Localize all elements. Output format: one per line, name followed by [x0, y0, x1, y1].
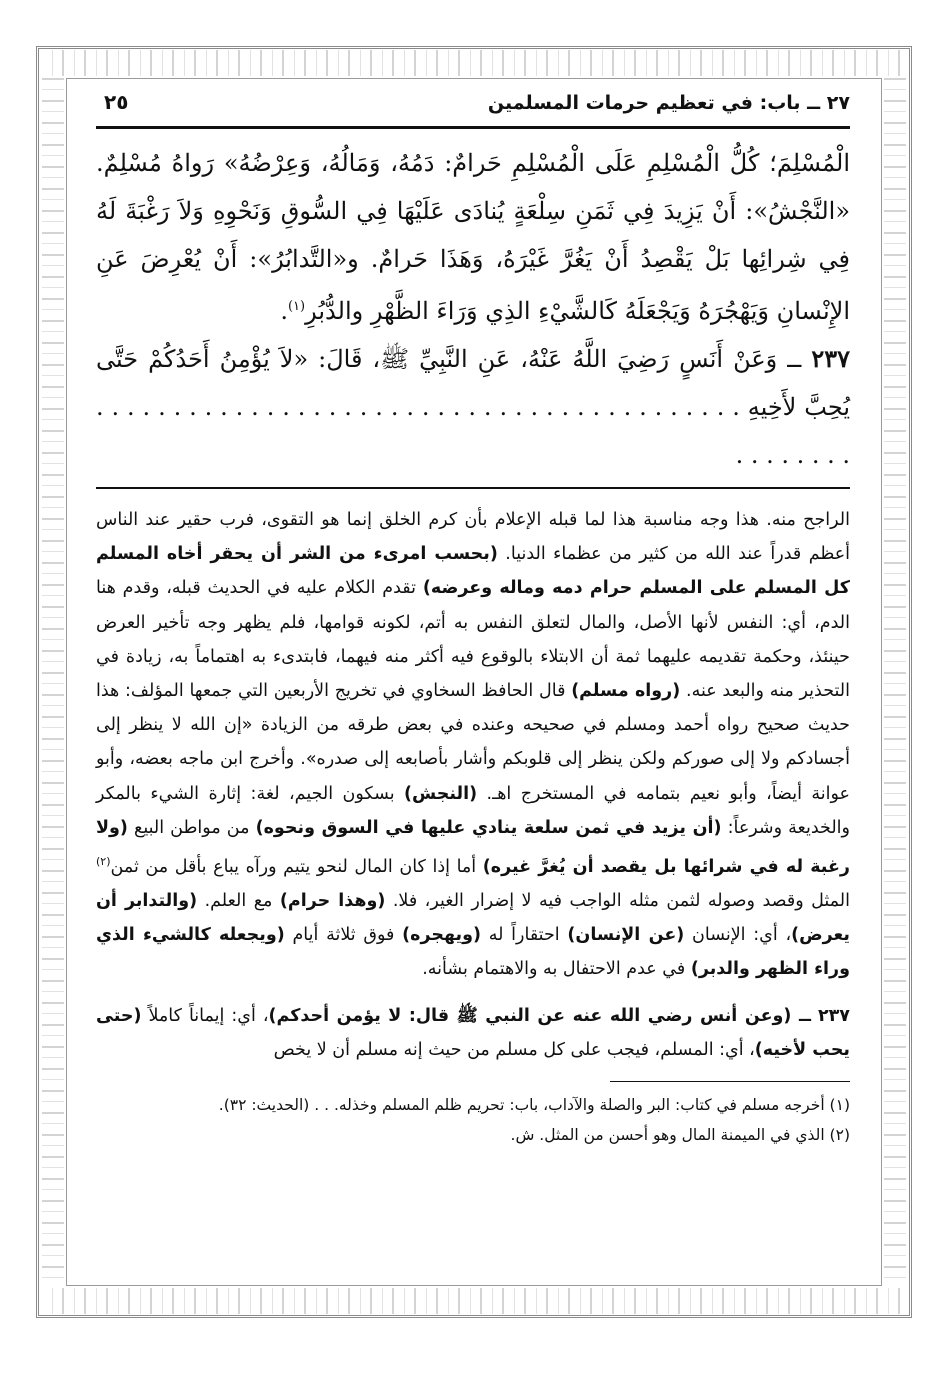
- sharh-text-segment: أما إذا كان المال لنحو يتيم ورآه يباع بأقل من ثمن: [110, 856, 477, 877]
- matn-paragraph-end: .: [280, 297, 288, 325]
- sharh-quoted-matn: (والتدابر أن يعرض): [96, 891, 850, 946]
- hadith-continuation-dots: . . . . . . . . . . . . . . . . . . . . . . . . . . . . . . . . . . . . . . . . . . . . . . . . . .: [96, 393, 850, 469]
- sharh-quoted-matn: (ولا رغبة له في شرائها بل يقصد أن يُغرَّ غيره): [96, 817, 850, 877]
- matn-sharh-separator: [96, 487, 850, 489]
- sharh-quoted-matn: ــ (وعن أنس رضي الله عنه عن النبي ﷺ قال: لا يؤمن أحدكم): [268, 1005, 811, 1026]
- matn-paragraph: [96, 139, 850, 335]
- footnote-rule: [610, 1081, 850, 1082]
- matn-text: [96, 139, 850, 479]
- sharh-quoted-matn: (أن يزيد في ثمن سلعة ينادي عليها في السوق ونحوه): [255, 817, 722, 838]
- hadith-237: [96, 335, 850, 479]
- sharh-text-segment: احتقاراً له: [488, 925, 560, 946]
- footnote-2: (٢) الذي في الميمنة المال وهو أحسن من المثل. ش.: [510, 1126, 850, 1145]
- hadith-number: ٢٣٧: [811, 344, 850, 373]
- sharh-paragraph-1: [96, 503, 850, 987]
- page-number: ٢٥: [104, 90, 129, 114]
- sharh-quoted-matn: (عن الإنسان): [567, 925, 685, 946]
- sharh-text: [96, 503, 850, 1067]
- ornament-band-top: [42, 50, 906, 76]
- sharh-text-segment: المثل وقصد وصوله لثمن مثله الواجب فيه لا إضرار الغير، فلا.: [392, 891, 850, 912]
- sharh-quoted-matn: (النجش): [404, 783, 478, 804]
- sharh-quoted-matn: (وهذا حرام): [279, 891, 386, 912]
- sharh-text-segment: الراجح منه. هذا وجه مناسبة هذا لما قبله الإعلام بأن كرم الخلق إنما هو التقوى، فرب حقير عند الناس أعظم قدراً عند الله من كثير من عظماء الدنيا.: [96, 510, 850, 565]
- sharh-quoted-matn: (ويجعله كالشيء الذي وراء الظهر والدبر): [96, 925, 850, 980]
- sharh-text-segment: في عدم الاحتفال به والاهتمام بشأنه.: [422, 959, 686, 980]
- sharh-text-segment: مع العلم.: [204, 891, 273, 912]
- sharh-text-segment: ، أي: الإنسان: [692, 925, 792, 946]
- sharh-text-segment: فوق ثلاثة أيام: [292, 925, 395, 946]
- hadith-text: ــ وَعَنْ أَنَسٍ رَضِيَ اللَّهُ عَنْهُ، عَنِ النَّبِيِّ ﷺ، قَالَ: «لاَ يُؤْمِنُ أَحَدُكُمْ حَتَّى يُحِبَّ لأَخِيهِ: [96, 345, 850, 421]
- footnote-ref-1: (١): [287, 299, 306, 314]
- sharh-quoted-matn: (رواه مسلم): [571, 681, 681, 702]
- sharh-quoted-matn: (ويهجره): [402, 925, 481, 946]
- sharh-paragraph-2: [96, 999, 850, 1067]
- ornament-band-bottom: [42, 1288, 906, 1314]
- footnote-ref-2: (٢): [96, 855, 111, 869]
- sharh-text-segment: من مواطن البيع: [134, 817, 250, 838]
- sharh-text-segment: بسكون الجيم، لغة: إثارة الشيء بالمكر والخديعة وشرعاً:: [96, 783, 850, 838]
- sharh-text-segment: قال الحافظ السخاوي في تخريج الأربعين التي جمعها المؤلف: هذا حديث صحيح رواه أحمد ومسلم في صحيحه وعنده في بعض طرقه من الزيادة «إن الله لا ينظر إلى أجسادكم ولا إلى صوركم ولكن ينظر إلى قلوبكم وأشار بأصابعه إلى صدره». وأخرج ابن ماجه بعضه، وأبو عوانة أيضاً، وأبو نعيم بتمامه في المستخرج اهـ.: [96, 681, 850, 804]
- ornament-band-right: [884, 76, 906, 1288]
- matn-paragraph-text: الْمُسْلِمَ؛ كُلُّ الْمُسْلِمِ عَلَى الْمُسْلِمِ حَرامٌ: دَمُهُ، وَمَالُهُ، وَعِرْضُهُ» رَواهُ مُسْلِمٌ. «النَّجْشُ»: أَنْ يَزِيدَ فِي ثَمَنِ سِلْعَةٍ يُنادَى عَلَيْهَا فِي السُّوقِ وَنَحْوِهِ وَلاَ رَغْبَةَ لَهُ فِي شِرائِها بَلْ يَقْصِدُ أَنْ يَغُرَّ غَيْرَهُ، وَهَذَا حَرامٌ. و«التَّدابُرُ»: أَنْ يُعْرِضَ عَنِ الإِنْسانِ وَيَهْجُرَهُ وَيَجْعَلَهُ كَالشَّيْءِ الذِي وَرَاءَ الظَّهْرِ والدُّبُرِ: [96, 149, 850, 325]
- chapter-title: ٢٧ ــ باب: في تعظيم حرمات المسلمين: [487, 92, 850, 114]
- running-header: [96, 88, 850, 129]
- footnotes: [96, 1090, 850, 1150]
- sharh-quoted-matn: (بحسب امرىء من الشر أن يحقر أخاه المسلم كل المسلم على المسلم حرام دمه وماله وعرضه): [96, 544, 850, 599]
- ornament-band-left: [42, 76, 64, 1288]
- sharh-text-segment: ، أي: المسلم، فيجب على كل مسلم من حيث إنه مسلم أن لا يخص: [273, 1039, 755, 1060]
- page-content: [96, 88, 850, 1150]
- footnote-1: (١) أخرجه مسلم في كتاب: البر والصلة والآداب، باب: تحريم ظلم المسلم وخذله. . . (الحديث: ٣٢).: [218, 1096, 850, 1115]
- sharh-text-segment: ، أي: إيماناً كاملاً: [148, 1005, 269, 1026]
- sharh-quoted-matn: (حتى يحب لأخيه): [96, 1005, 850, 1060]
- sharh-hadith-number: ٢٣٧: [817, 1005, 850, 1026]
- sharh-text-segment: تقدم الكلام عليه في الحديث قبله، وقدم هنا الدم، أي: النفس لأنها الأصل، والمال لتعلق النفس به أتم، لكونه قوامها، فلم يظهر وجه تأخير العرض حينئذ، وحكمة تقديمه عليهما ثمة أن الابتلاء بالوقوع فيه أكثر منه فيهما، فابتدىء به اهتماماً به، زيادة في التحذير منه والبعد عنه.: [96, 578, 850, 702]
